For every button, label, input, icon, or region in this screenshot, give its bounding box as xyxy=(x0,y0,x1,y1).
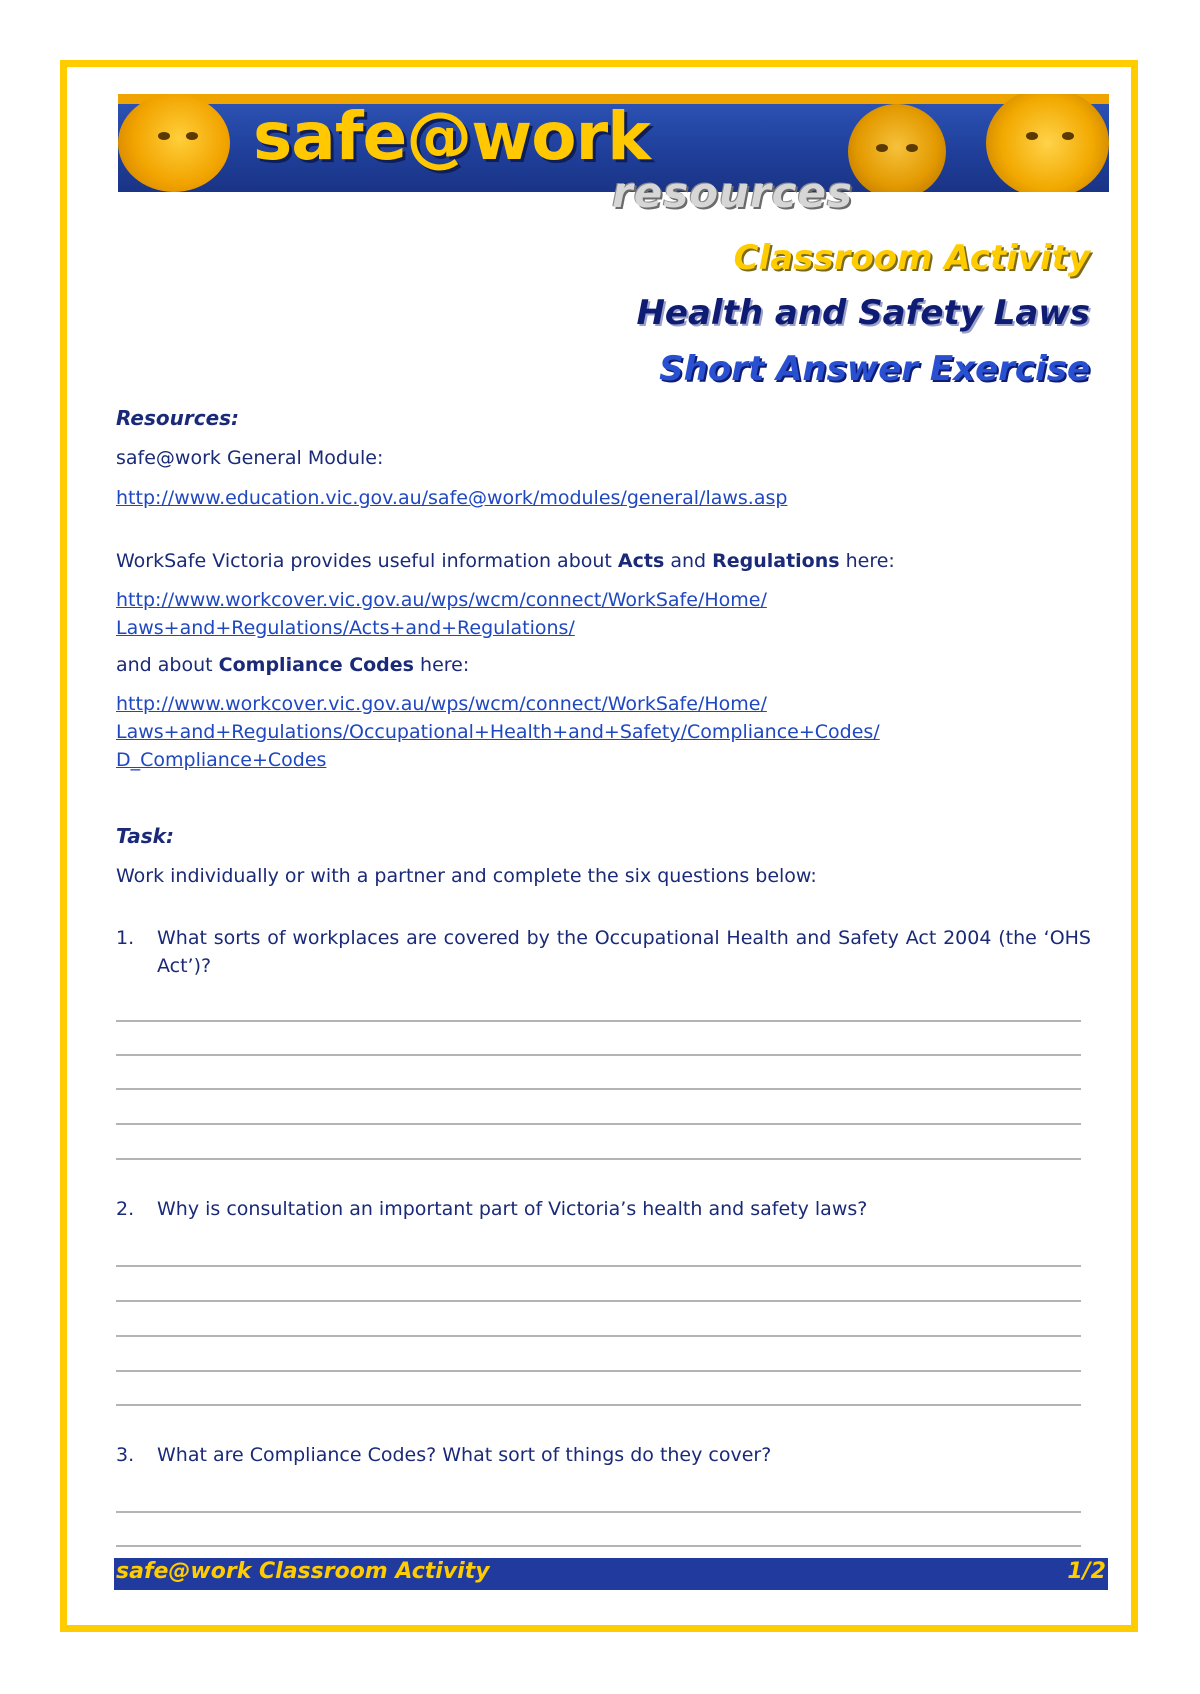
answer-line[interactable] xyxy=(116,1545,1081,1547)
page-subtitle: Short Answer Exercise xyxy=(659,349,1090,389)
banner-face-right xyxy=(986,94,1109,192)
module-link[interactable]: http://www.education.vic.gov.au/safe@work/modules/general/laws.asp xyxy=(116,487,788,509)
answer-line[interactable] xyxy=(116,1370,1081,1372)
codes-prefix: and about xyxy=(116,654,219,676)
answer-line[interactable] xyxy=(116,1404,1081,1406)
page-title: Health and Safety Laws xyxy=(636,293,1090,333)
codes-link-line-2[interactable]: Laws+and+Regulations/Occupational+Health+and+Safety/Compliance+Codes/ xyxy=(116,721,880,743)
acts-link-line-1[interactable]: http://www.workcover.vic.gov.au/wps/wcm/connect/WorkSafe/Home/ xyxy=(116,589,767,611)
question-number: 2. xyxy=(116,1198,135,1220)
worksafe-intro xyxy=(116,547,1091,575)
codes-suffix: here: xyxy=(413,654,470,676)
worksafe-suffix: here: xyxy=(839,550,895,572)
codes-bold: Compliance Codes xyxy=(218,654,414,676)
worksafe-acts: Acts xyxy=(617,550,665,572)
banner-face-middle xyxy=(848,104,946,192)
question-text: Why is consultation an important part of Victoria’s health and safety laws? xyxy=(157,1198,868,1220)
question-number: 1. xyxy=(116,927,135,949)
codes-link-line-3[interactable]: D_Compliance+Codes xyxy=(116,749,327,771)
resources-label: Resources: xyxy=(116,406,240,430)
heading-activity: Classroom Activity xyxy=(733,238,1090,278)
question-text: What are Compliance Codes? What sort of things do they cover? xyxy=(157,1444,772,1466)
footer-title: safe@work Classroom Activity xyxy=(116,1559,490,1584)
worksafe-and: and xyxy=(664,550,713,572)
question-number: 3. xyxy=(116,1444,135,1466)
page-number: 1/2 xyxy=(1067,1559,1106,1584)
answer-line[interactable] xyxy=(116,1158,1081,1160)
banner-face-left xyxy=(118,94,230,192)
answer-line[interactable] xyxy=(116,1020,1081,1022)
codes-link-block xyxy=(116,690,1091,774)
answer-line[interactable] xyxy=(116,1300,1081,1302)
banner-sub-text: resources xyxy=(612,168,854,217)
answer-line[interactable] xyxy=(116,1088,1081,1090)
codes-link-line-1[interactable]: http://www.workcover.vic.gov.au/wps/wcm/connect/WorkSafe/Home/ xyxy=(116,693,767,715)
answer-line[interactable] xyxy=(116,1335,1081,1337)
footer-bar xyxy=(114,1558,1108,1590)
acts-link-line-2[interactable]: Laws+and+Regulations/Acts+and+Regulations/ xyxy=(116,617,575,639)
banner-logo-text: safe@work xyxy=(253,98,651,175)
answer-line[interactable] xyxy=(116,1265,1081,1267)
question-text: What sorts of workplaces are covered by the Occupational Health and Safety Act 2004 (the ‘OHS Act’)? xyxy=(157,927,1091,977)
codes-intro xyxy=(116,651,1091,679)
task-instruction: Work individually or with a partner and complete the six questions below: xyxy=(116,865,817,887)
answer-line[interactable] xyxy=(116,1123,1081,1125)
module-label: safe@work General Module: xyxy=(116,447,384,469)
answer-line[interactable] xyxy=(116,1511,1081,1513)
worksafe-regulations: Regulations xyxy=(712,550,840,572)
task-label: Task: xyxy=(116,824,174,848)
acts-link-block xyxy=(116,586,1091,642)
answer-line[interactable] xyxy=(116,1054,1081,1056)
worksafe-prefix: WorkSafe Victoria provides useful information about xyxy=(116,550,618,572)
module-link-row xyxy=(116,484,1091,512)
